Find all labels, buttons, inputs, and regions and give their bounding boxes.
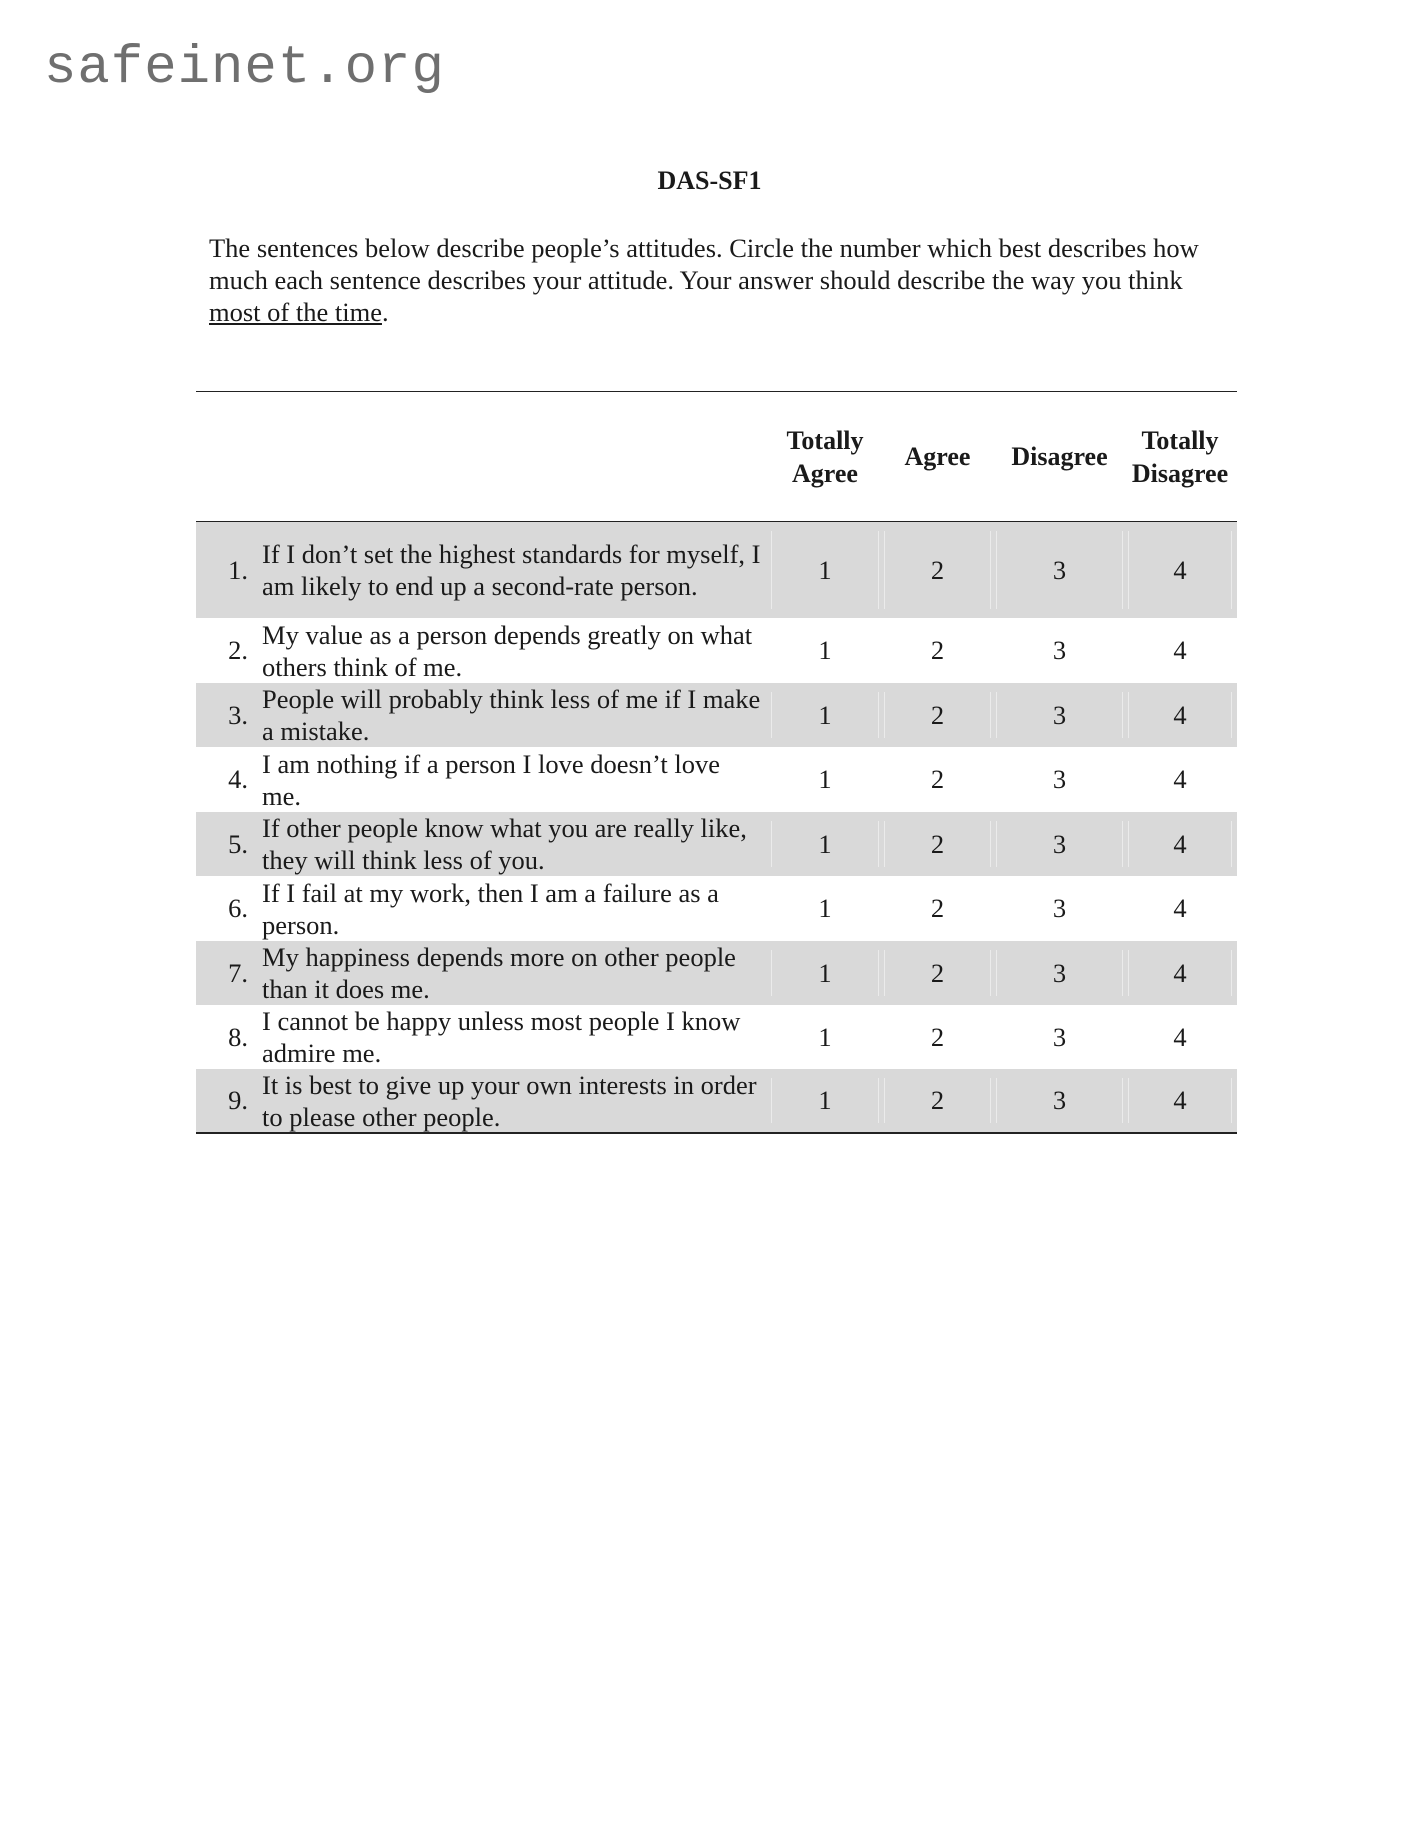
table-row [196, 747, 1237, 812]
instructions-text: The sentences below describe people’s attitudes. Circle the number which best describes how much each sentence describes your attitude. Your answer should describe the way you think [209, 233, 1199, 295]
item-statement: My value as a person depends greatly on what others think of me. [262, 619, 753, 682]
option-agree[interactable]: 2 [884, 941, 991, 1005]
option-totally-disagree[interactable]: 4 [1128, 522, 1232, 618]
header-agree: Agree [904, 442, 971, 471]
item-number: 1. [228, 554, 248, 585]
item-number: 4. [228, 764, 248, 794]
option-agree[interactable]: 2 [884, 683, 991, 747]
option-totally-agree[interactable]: 1 [818, 635, 832, 665]
option-disagree[interactable]: 3 [1052, 635, 1067, 665]
table-row [196, 1069, 1237, 1132]
option-disagree[interactable]: 3 [996, 522, 1123, 618]
table-row [196, 522, 1237, 618]
option-agree[interactable]: 2 [884, 1069, 991, 1132]
option-disagree[interactable]: 3 [996, 941, 1123, 1005]
option-totally-disagree[interactable]: 4 [1128, 812, 1232, 876]
option-totally-disagree[interactable]: 4 [1173, 764, 1187, 794]
option-totally-disagree[interactable]: 4 [1173, 1021, 1187, 1052]
header-disagree: Disagree [1011, 442, 1108, 471]
item-number: 7. [228, 957, 248, 988]
item-statement: If other people know what you are really like, they will think less of you. [262, 813, 747, 875]
option-totally-disagree[interactable]: 4 [1173, 635, 1187, 665]
option-disagree[interactable]: 3 [996, 1069, 1123, 1132]
option-totally-disagree[interactable]: 4 [1128, 941, 1232, 1005]
option-totally-disagree[interactable]: 4 [1128, 1069, 1232, 1132]
item-number: 5. [228, 828, 248, 859]
table-row [196, 618, 1237, 683]
option-totally-disagree[interactable]: 4 [1128, 683, 1232, 747]
option-agree[interactable]: 2 [930, 635, 945, 665]
table-row [196, 1005, 1237, 1069]
item-statement: My happiness depends more on other people than it does me. [262, 942, 736, 1004]
option-totally-agree[interactable]: 1 [771, 1069, 879, 1132]
option-totally-agree[interactable]: 1 [771, 941, 879, 1005]
table-row [196, 941, 1237, 1005]
option-totally-agree[interactable]: 1 [771, 522, 879, 618]
item-statement: If I don’t set the highest standards for myself, I am likely to end up a second-rate person. [262, 539, 761, 601]
item-statement: It is best to give up your own interests in order to please other people. [262, 1069, 757, 1132]
item-number: 2. [228, 635, 248, 665]
table-row [196, 683, 1237, 747]
instructions-emphasis: most of the time [209, 297, 382, 327]
item-number: 6. [228, 893, 248, 923]
option-disagree[interactable]: 3 [1052, 764, 1067, 794]
option-agree[interactable]: 2 [930, 1021, 945, 1052]
option-disagree[interactable]: 3 [1052, 893, 1067, 923]
page-title: DAS-SF1 [657, 166, 762, 195]
header-totally-disagree: Totally Disagree [1131, 425, 1229, 488]
item-number: 9. [228, 1085, 248, 1115]
item-statement: I am nothing if a person I love doesn’t love me. [262, 748, 721, 811]
option-agree[interactable]: 2 [930, 764, 945, 794]
header-totally-agree: Totally Agree [786, 425, 864, 488]
option-disagree[interactable]: 3 [1052, 1021, 1067, 1052]
option-totally-agree[interactable]: 1 [771, 683, 879, 747]
option-totally-agree[interactable]: 1 [771, 812, 879, 876]
instructions [209, 232, 1209, 328]
item-statement: If I fail at my work, then I am a failure as a person. [262, 877, 719, 940]
option-disagree[interactable]: 3 [996, 683, 1123, 747]
option-totally-agree[interactable]: 1 [818, 764, 832, 794]
item-number: 8. [228, 1021, 248, 1052]
option-agree[interactable]: 2 [884, 812, 991, 876]
option-totally-disagree[interactable]: 4 [1173, 893, 1187, 923]
table-row [196, 876, 1237, 941]
option-agree[interactable]: 2 [884, 522, 991, 618]
item-number: 3. [228, 699, 248, 730]
questionnaire-table [196, 522, 1237, 1134]
table-row [196, 812, 1237, 876]
option-disagree[interactable]: 3 [996, 812, 1123, 876]
instructions-end: . [381, 297, 389, 327]
option-totally-agree[interactable]: 1 [818, 893, 832, 923]
item-statement: People will probably think less of me if I make a mistake. [262, 684, 761, 746]
option-agree[interactable]: 2 [930, 893, 945, 923]
watermark: safeinet.org [44, 38, 445, 99]
table-header [196, 392, 1237, 522]
option-totally-agree[interactable]: 1 [818, 1021, 832, 1052]
item-statement: I cannot be happy unless most people I know admire me. [262, 1006, 741, 1068]
